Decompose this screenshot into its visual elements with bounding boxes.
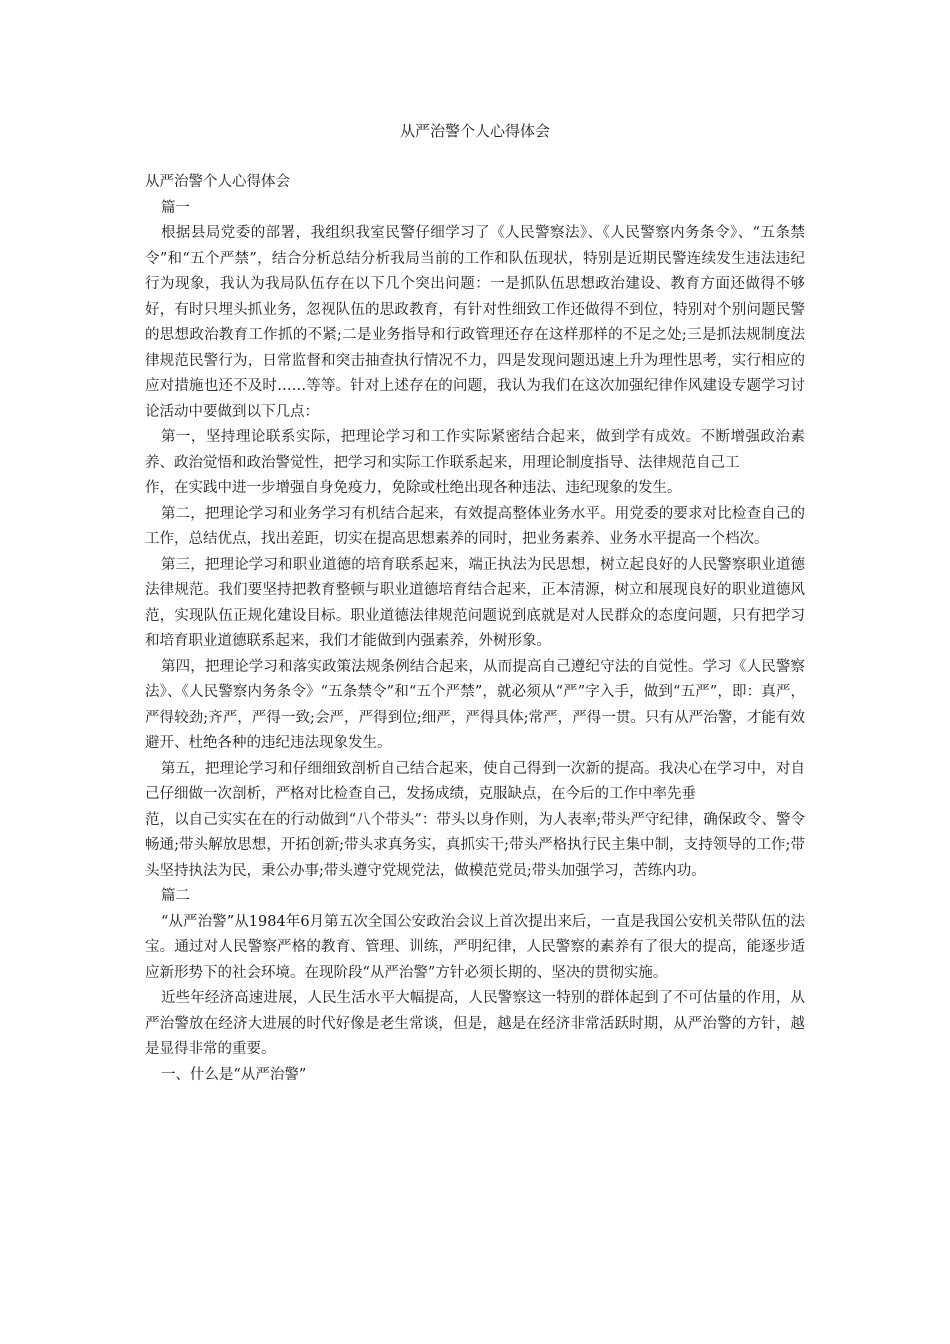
document-subtitle: 从严治警个人心得体会 <box>145 174 290 190</box>
paragraph-intro: 根据县局党委的部署，我组织我室民警仔细学习了《人民警察法》、《人民警察内务条令》、“五条禁令”和“五个严禁”，结合分析总结分析我局当前的工作和队伍现状，特别是近期民警连续发生违法违纪行为现象，我认为我局队伍存在以下几个突出问题：一是抓队伍思想政治建设、教育方面还做得不够好，有时只埋头抓业务，忽视队伍的思政教育，有针对性细致工作还做得不到位，特别对个别问题民警的思想政治教育工作抓的不紧;二是业务指导和行政管理还存在这样那样的不足之处;三是抓法规制度法律规范民警行为，日常监督和突击抽查执行情况不力，四是发现问题迅速上升为理性思考，实行相应的应对措施也还不及时……等等。针对上述存在的问题，我认为我们在这次加强纪律作风建设专题学习讨论活动中要做到以下几点： <box>145 225 805 420</box>
paragraph-history: “从严治警”从1984年6月第五次全国公安政治会议上首次提出来后，一直是我国公安机关带队伍的法宝。通过对人民警察严格的教育、管理、训练，严明纪律，人民警察的素养有了很大的提高，能逐步适应新形势下的社会环境。在现阶段“从严治警”方针必须长期的、坚决的贯彻实施。 <box>145 913 805 981</box>
section-heading-what-is: 一、什么是“从严治警” <box>160 1066 307 1083</box>
section-heading-part-one: 篇一 <box>160 199 190 216</box>
paragraph-fifth-point-continued: 范，以自己实实在在的行动做到“八个带头”：带头以身作则，为人表率;带头严守纪律，确保政令、警令畅通;带头解放思想，开拓创新;带头求真务实，真抓实干;带头严格执行民主集中制，支持领导的工作;带头坚持执法为民，秉公办事;带头遵守党规党法，做模范党员;带头加强学习，苦练内功。 <box>145 811 805 879</box>
paragraph-first-point: 第一，坚持理论联系实际，把理论学习和工作实际紧密结合起来，做到学有成效。不断增强政治素养、政治觉悟和政治警觉性，把学习和实际工作联系起来，用理论制度指导、法律规范自己工 <box>145 429 805 471</box>
document-title: 从严治警个人心得体会 <box>399 122 550 140</box>
paragraph-fourth-point: 第四，把理论学习和落实政策法规条例结合起来，从而提高自己遵纪守法的自觉性。学习《人民警察法》、《人民警察内务条令》“五条禁令”和“五个严禁”，就必须从“严”字入手，做到“五严”，即：真严，严得较劲;齐严，严得一致;会严，严得到位;细严，严得具体;常严，严得一贯。只有从严治警，才能有效避开、杜绝各种的违纪违法现象发生。 <box>145 658 805 751</box>
paragraph-importance: 近些年经济高速进展，人民生活水平大幅提高，人民警察这一特别的群体起到了不可估量的作用，从严治警放在经济大进展的时代好像是老生常谈，但是，越是在经济非常活跃时期，从严治警的方针，越是显得非常的重要。 <box>145 990 805 1057</box>
paragraph-second-point: 第二，把理论学习和业务学习有机结合起来，有效提高整体业务水平。用党委的要求对比检查自己的工作，总结优点，找出差距，切实在提高思想素养的同时，把业务素养、业务水平提高一个档次。 <box>145 505 805 547</box>
section-heading-part-two: 篇二 <box>160 888 190 904</box>
paragraph-fifth-point: 第五，把理论学习和仔细细致剖析自己结合起来，使自己得到一次新的提高。我决心在学习中，对自己仔细做一次剖析，严格对比检查自己，发扬成绩，克服缺点，在今后的工作中率先垂 <box>145 760 805 802</box>
paragraph-third-point: 第三，把理论学习和职业道德的培育联系起来，端正执法为民思想，树立起良好的人民警察职业道德法律规范。我们要坚持把教育整顿与职业道德培育结合起来，正本清源，树立和展现良好的职业道德风范，实现队伍正规化建设目标。职业道德法律规范问题说到底就是对人民群众的态度问题，只有把学习和培育职业道德联系起来，我们才能做到内强素养，外树形象。 <box>145 556 805 649</box>
document-page <box>145 120 805 1088</box>
paragraph-first-point-continued: 作，在实践中进一步增强自身免疫力，免除或杜绝出现各种违法、违纪现象的发生。 <box>145 480 682 496</box>
